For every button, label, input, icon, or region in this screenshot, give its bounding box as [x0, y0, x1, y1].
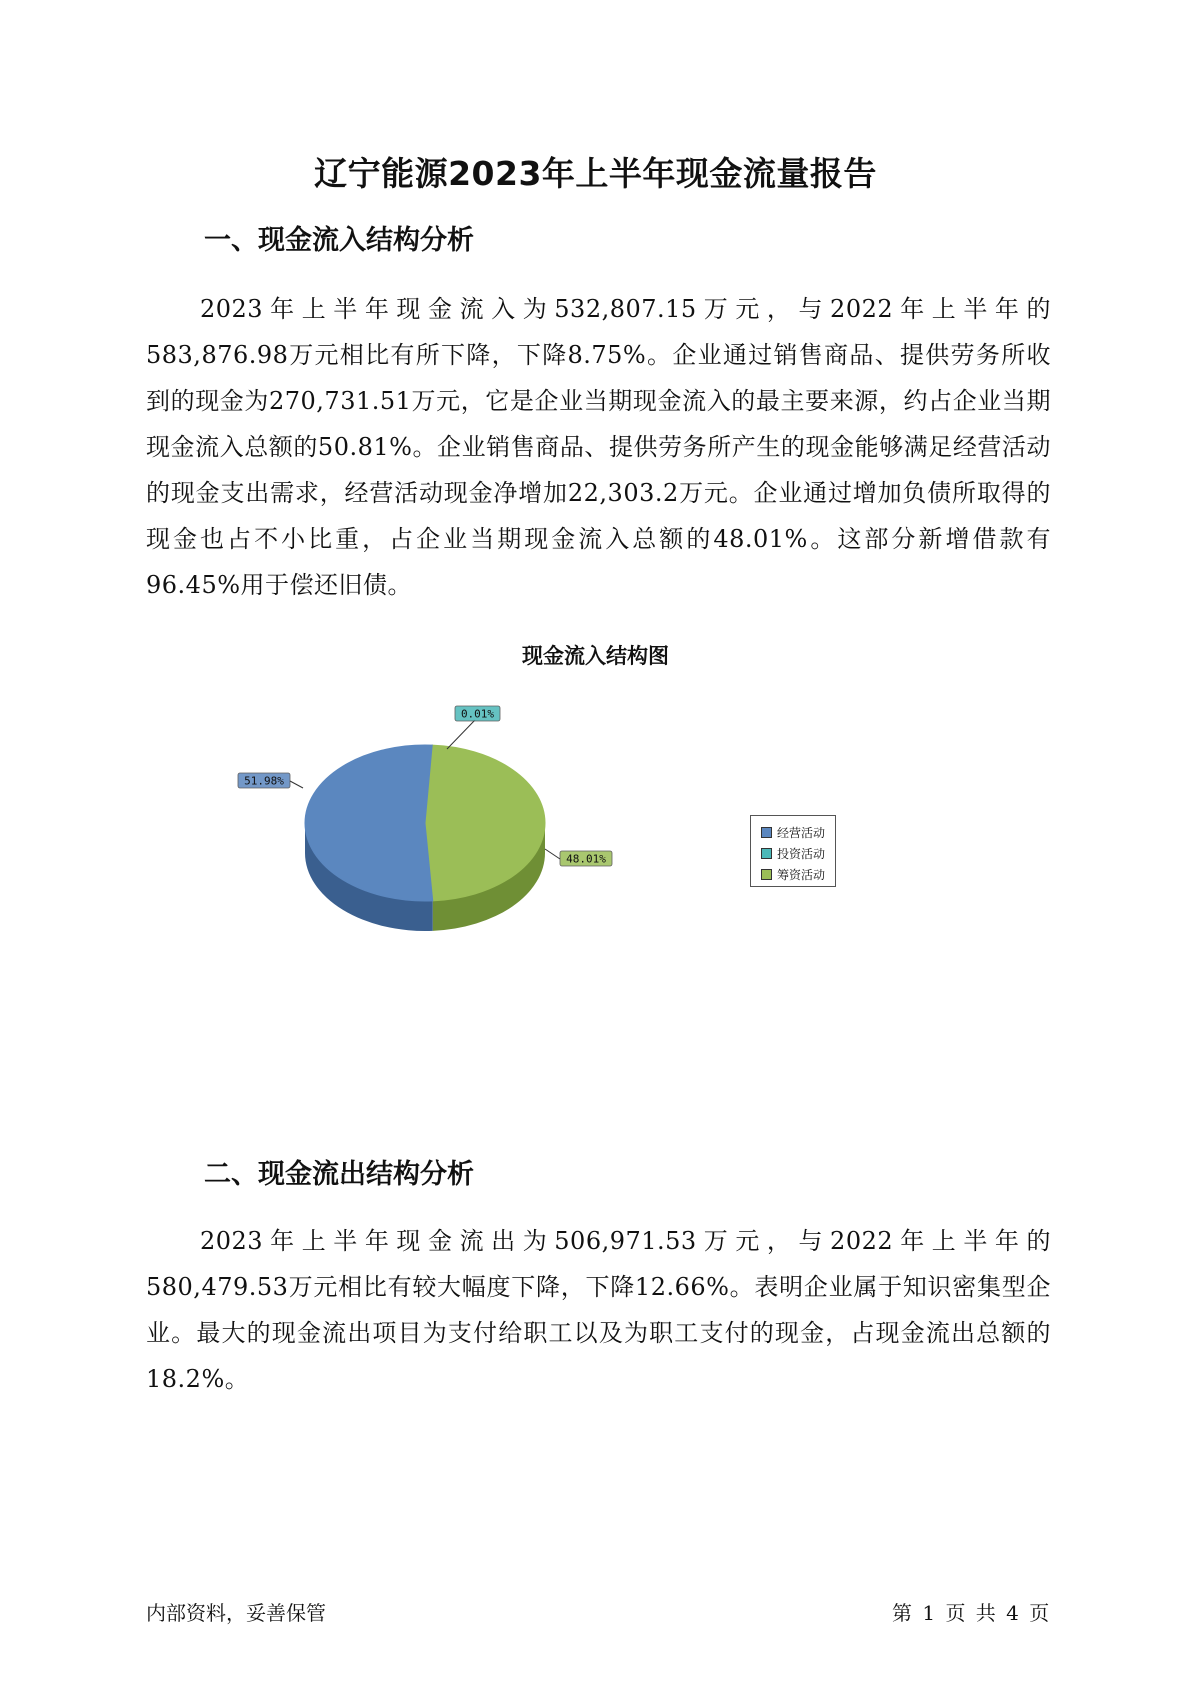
pie-chart	[0, 690, 1191, 950]
data-label-投资活动	[447, 706, 500, 749]
section1-paragraph: 2023年上半年现金流入为532,807.15万元，与2022年上半年的583,876.98万元相比有所下降，下降8.75%。企业通过销售商品、提供劳务所收到的现金为270,731.51万元，它是企业当期现金流入的最主要来源，约占企业当期现金流入总额的50.81%。企业销售商品、提供劳务所产生的现金能够满足经营活动的现金支出需求，经营活动现金净增加22,303.2万元。企业通过增加负债所取得的现金也占不小比重，占企业当期现金流入总额的48.01%。这部分新增借款有96.45%用于偿还旧债。	[146, 295, 1051, 599]
page-title: 辽宁能源2023年上半年现金流量报告	[314, 154, 877, 193]
legend-item-operating	[761, 823, 835, 841]
legend-swatch	[761, 869, 772, 880]
legend-item-financing	[761, 865, 835, 883]
legend-label: 经营活动	[777, 825, 826, 840]
data-label-筹资活动	[545, 849, 612, 866]
chart-legend	[750, 815, 836, 887]
svg-text:51.98%: 51.98%	[244, 774, 284, 788]
legend-swatch	[761, 848, 772, 859]
data-label-经营活动	[238, 773, 303, 788]
svg-text:0.01%: 0.01%	[460, 707, 495, 721]
legend-label: 筹资活动	[777, 867, 826, 882]
svg-text:48.01%: 48.01%	[566, 852, 606, 866]
section1-heading: 一、现金流入结构分析	[204, 225, 474, 256]
legend-label: 投资活动	[777, 846, 826, 861]
section2-paragraph: 2023年上半年现金流出为506,971.53万元，与2022年上半年的580,479.53万元相比有较大幅度下降，下降12.66%。表明企业属于知识密集型企业。最大的现金流出项目为支付给职工以及为职工支付的现金，占现金流出总额的18.2%。	[146, 1227, 1051, 1393]
legend-item-investing	[761, 844, 835, 862]
legend-swatch	[761, 827, 772, 838]
section2-heading: 二、现金流出结构分析	[204, 1159, 474, 1190]
page-number: 第 1 页 共 4 页	[892, 1601, 1050, 1625]
chart-title: 现金流入结构图	[522, 644, 669, 668]
footer-note: 内部资料，妥善保管	[146, 1601, 326, 1625]
